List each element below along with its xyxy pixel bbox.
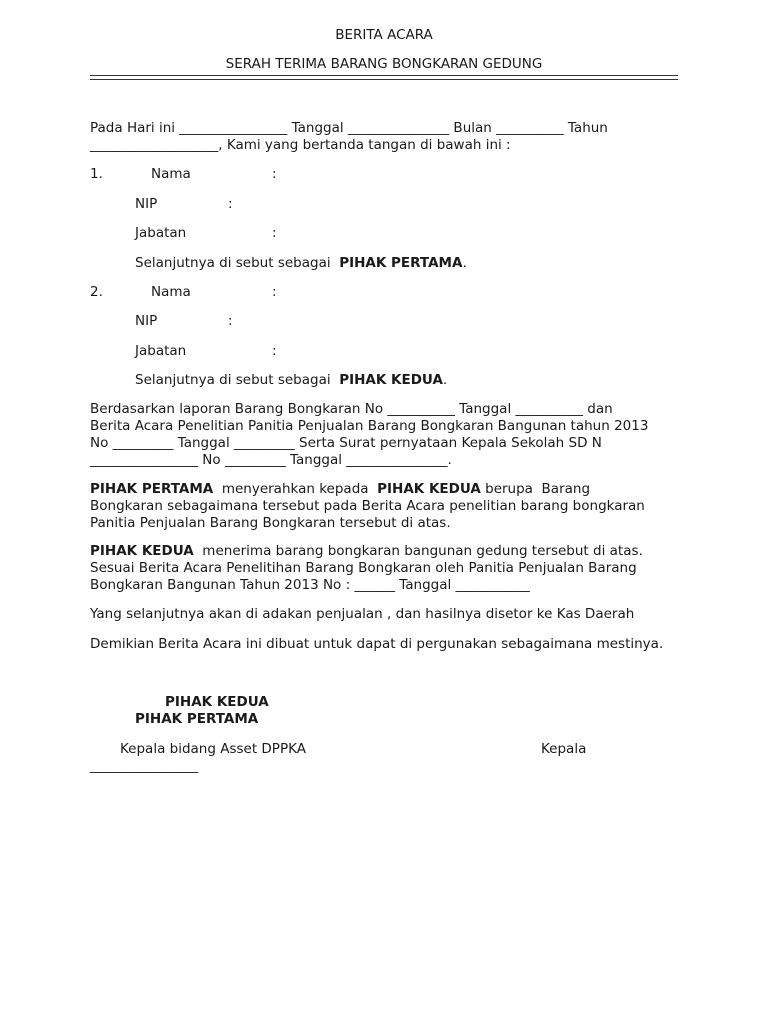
header-rule-thick bbox=[90, 75, 678, 76]
party2-designation-role: PIHAK KEDUA bbox=[339, 372, 443, 388]
party1-number: 1. bbox=[90, 166, 103, 182]
party2-jabatan-colon: : bbox=[272, 343, 277, 359]
paragraph-3-party2: PIHAK KEDUA bbox=[90, 543, 194, 559]
paragraph-1-line-2: Berita Acara Penelitian Panitia Penjualan Barang Bongkaran Bangunan tahun 2013 bbox=[90, 418, 649, 434]
paragraph-1-line-4: ________________ No _________ Tanggal _______________. bbox=[90, 452, 452, 468]
party2-designation-prefix: Selanjutnya di sebut sebagai bbox=[135, 372, 331, 388]
paragraph-2-line-1 bbox=[90, 481, 680, 498]
paragraph-2-end: berupa Barang bbox=[480, 481, 591, 497]
header-rule-thin bbox=[90, 79, 678, 80]
signature-party2-label: PIHAK KEDUA bbox=[165, 694, 269, 710]
party1-nip-label: NIP bbox=[135, 196, 158, 212]
paragraph-3-rest: menerima barang bongkaran bangunan gedung tersebut di atas. bbox=[193, 543, 643, 559]
party1-designation bbox=[135, 255, 467, 272]
paragraph-3-line-1 bbox=[90, 543, 680, 560]
paragraph-2-line-3: Panitia Penjualan Barang Bongkaran tersebut di atas. bbox=[90, 515, 451, 531]
paragraph-2-mid: menyerahkan kepada bbox=[213, 481, 378, 497]
party1-jabatan-colon: : bbox=[272, 225, 277, 241]
party1-nama-label: Nama bbox=[151, 166, 191, 182]
paragraph-1-line-1: Berdasarkan laporan Barang Bongkaran No __________ Tanggal __________ dan bbox=[90, 401, 613, 417]
paragraph-4: Yang selanjutnya akan di adakan penjualan , dan hasilnya disetor ke Kas Daerah bbox=[90, 606, 635, 622]
intro-line-1: Pada Hari ini ________________ Tanggal _______________ Bulan __________ Tahun bbox=[90, 120, 608, 136]
party1-nama-colon: : bbox=[272, 166, 277, 182]
party1-designation-suffix: . bbox=[462, 255, 467, 271]
paragraph-3-line-3: Bongkaran Bangunan Tahun 2013 No : ______ Tanggal ___________ bbox=[90, 577, 530, 593]
paragraph-1-line-3: No _________ Tanggal _________ Serta Surat pernyataan Kepala Sekolah SD N bbox=[90, 435, 602, 451]
document-subtitle: SERAH TERIMA BARANG BONGKARAN GEDUNG bbox=[225, 56, 543, 72]
paragraph-3-line-2: Sesuai Berita Acara Penelitihan Barang Bongkaran oleh Panitia Penjualan Barang bbox=[90, 560, 637, 576]
paragraph-2-party2: PIHAK KEDUA bbox=[377, 481, 481, 497]
document-title: BERITA ACARA bbox=[335, 27, 433, 43]
party2-nip-label: NIP bbox=[135, 313, 158, 329]
party2-nama-label: Nama bbox=[151, 284, 191, 300]
paragraph-2-line-2: Bongkaran sebagaimana tersebut pada Berita Acara penelitian barang bongkaran bbox=[90, 498, 645, 514]
party1-nip-colon: : bbox=[228, 196, 233, 212]
signature-right-title: Kepala bbox=[541, 741, 587, 757]
paragraph-5: Demikian Berita Acara ini dibuat untuk dapat di pergunakan sebagaimana mestinya. bbox=[90, 636, 664, 652]
party1-designation-prefix: Selanjutnya di sebut sebagai bbox=[135, 255, 331, 271]
party2-nama-colon: : bbox=[272, 284, 277, 300]
signature-left-title: Kepala bidang Asset DPPKA bbox=[120, 741, 306, 757]
party2-jabatan-label: Jabatan bbox=[135, 343, 187, 359]
paragraph-2-party1: PIHAK PERTAMA bbox=[90, 481, 214, 497]
signature-party1-label: PIHAK PERTAMA bbox=[135, 711, 259, 727]
party1-designation-role: PIHAK PERTAMA bbox=[339, 255, 463, 271]
party2-number: 2. bbox=[90, 284, 103, 300]
party2-designation bbox=[135, 372, 447, 389]
intro-line-2: ___________________, Kami yang bertanda tangan di bawah ini : bbox=[90, 137, 511, 153]
party1-jabatan-label: Jabatan bbox=[135, 225, 187, 241]
signature-line: ________________ bbox=[90, 758, 198, 774]
party2-designation-suffix: . bbox=[442, 372, 448, 388]
party2-nip-colon: : bbox=[228, 313, 233, 329]
